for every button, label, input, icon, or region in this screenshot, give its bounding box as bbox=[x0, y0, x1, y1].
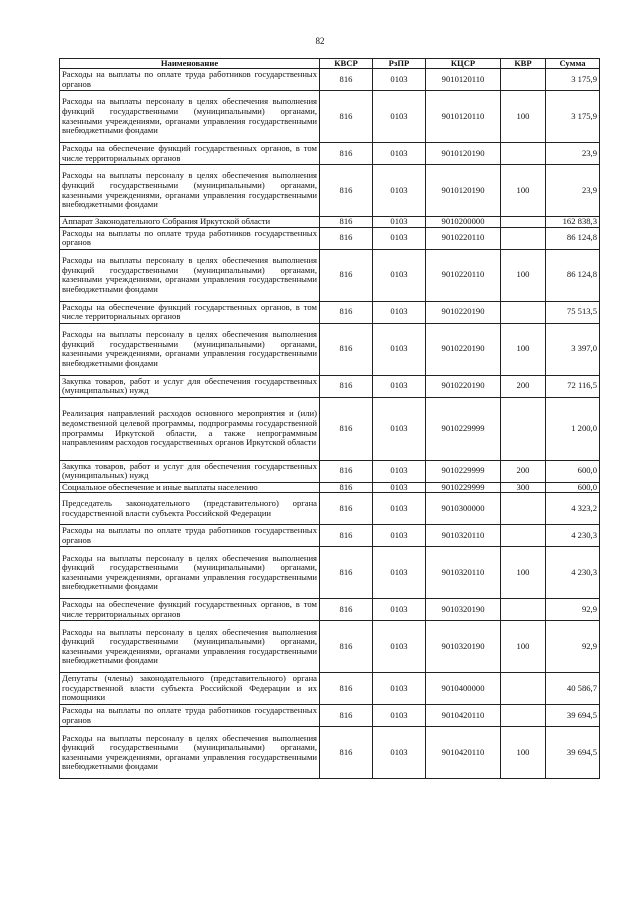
table-row bbox=[60, 493, 600, 525]
row-kvsr: 816 bbox=[320, 493, 373, 525]
row-kcsr: 9010400000 bbox=[426, 673, 501, 705]
row-kvr: 100 bbox=[501, 547, 546, 599]
row-sum: 39 694,5 bbox=[546, 705, 600, 727]
row-kvsr: 816 bbox=[320, 375, 373, 397]
row-kcsr: 9010220190 bbox=[426, 375, 501, 397]
row-kvr bbox=[501, 227, 546, 249]
row-name: Расходы на выплаты персоналу в целях обеспечения выполнения функций государственными (муниципальными) органами, казенными учреждениями, органами управления государственными внебюджетными фондами bbox=[60, 621, 320, 673]
row-name: Председатель законодательного (представительного) органа государственной власти субъекта Российской Федерации bbox=[60, 493, 320, 525]
page-number: 82 bbox=[315, 36, 325, 46]
row-kvsr: 816 bbox=[320, 217, 373, 228]
row-sum: 86 124,8 bbox=[546, 249, 600, 301]
row-kcsr: 9010220190 bbox=[426, 301, 501, 323]
row-kvsr: 816 bbox=[320, 323, 373, 375]
row-sum: 3 175,9 bbox=[546, 91, 600, 143]
row-kvsr: 816 bbox=[320, 227, 373, 249]
row-kvr bbox=[501, 143, 546, 165]
table-row bbox=[60, 482, 600, 493]
row-rzpr: 0103 bbox=[373, 705, 426, 727]
row-name: Депутаты (члены) законодательного (представительного) органа государственной власти субъекта Российской Федерации и их помощники bbox=[60, 673, 320, 705]
row-sum: 3 397,0 bbox=[546, 323, 600, 375]
row-name: Расходы на выплаты персоналу в целях обеспечения выполнения функций государственными (муниципальными) органами, казенными учреждениями, органами управления государственными внебюджетными фондами bbox=[60, 249, 320, 301]
table-row bbox=[60, 547, 600, 599]
row-kvsr: 816 bbox=[320, 143, 373, 165]
row-kvsr: 816 bbox=[320, 91, 373, 143]
row-kcsr: 9010220190 bbox=[426, 323, 501, 375]
table-row bbox=[60, 397, 600, 460]
table-row bbox=[60, 91, 600, 143]
row-kvsr: 816 bbox=[320, 301, 373, 323]
row-kvr bbox=[501, 69, 546, 91]
row-kcsr: 9010320110 bbox=[426, 547, 501, 599]
header-kcsr: КЦСР bbox=[426, 59, 501, 69]
row-sum: 92,9 bbox=[546, 621, 600, 673]
row-kvsr: 816 bbox=[320, 525, 373, 547]
row-name: Расходы на выплаты персоналу в целях обеспечения выполнения функций государственными (муниципальными) органами, казенными учреждениями, органами управления государственными внебюджетными фондами bbox=[60, 727, 320, 779]
header-rzpr: РзПР bbox=[373, 59, 426, 69]
row-rzpr: 0103 bbox=[373, 375, 426, 397]
row-kvsr: 816 bbox=[320, 621, 373, 673]
row-rzpr: 0103 bbox=[373, 493, 426, 525]
row-kvr bbox=[501, 217, 546, 228]
header-kvsr: КВСР bbox=[320, 59, 373, 69]
row-name: Расходы на обеспечение функций государственных органов, в том числе территориальных органов bbox=[60, 301, 320, 323]
row-name: Расходы на обеспечение функций государственных органов, в том числе территориальных органов bbox=[60, 143, 320, 165]
row-rzpr: 0103 bbox=[373, 91, 426, 143]
row-kvr bbox=[501, 705, 546, 727]
row-kvr bbox=[501, 599, 546, 621]
row-rzpr: 0103 bbox=[373, 727, 426, 779]
table-row bbox=[60, 323, 600, 375]
row-kvsr: 816 bbox=[320, 460, 373, 482]
row-sum: 4 230,3 bbox=[546, 525, 600, 547]
row-kvsr: 816 bbox=[320, 547, 373, 599]
row-sum: 72 116,5 bbox=[546, 375, 600, 397]
table-row bbox=[60, 673, 600, 705]
row-kvr: 100 bbox=[501, 249, 546, 301]
row-rzpr: 0103 bbox=[373, 249, 426, 301]
row-name: Реализация направлений расходов основного мероприятия и (или) ведомственной целевой программы, подпрограммы государственной программы Иркутской области, а также непрограммным направлениям расходов государственных органов Иркутской области bbox=[60, 397, 320, 460]
table-header-row bbox=[60, 59, 600, 69]
row-rzpr: 0103 bbox=[373, 547, 426, 599]
row-kvsr: 816 bbox=[320, 69, 373, 91]
table-row bbox=[60, 375, 600, 397]
row-kvsr: 816 bbox=[320, 727, 373, 779]
header-name: Наименование bbox=[60, 59, 320, 69]
row-kcsr: 9010320110 bbox=[426, 525, 501, 547]
row-rzpr: 0103 bbox=[373, 227, 426, 249]
row-kcsr: 9010320190 bbox=[426, 621, 501, 673]
row-rzpr: 0103 bbox=[373, 69, 426, 91]
row-name: Расходы на выплаты персоналу в целях обеспечения выполнения функций государственными (муниципальными) органами, казенными учреждениями, органами управления государственными внебюджетными фондами bbox=[60, 91, 320, 143]
row-kvsr: 816 bbox=[320, 397, 373, 460]
header-sum: Сумма bbox=[546, 59, 600, 69]
table-row bbox=[60, 727, 600, 779]
table-row bbox=[60, 301, 600, 323]
row-kvsr: 816 bbox=[320, 673, 373, 705]
row-kvr: 300 bbox=[501, 482, 546, 493]
table-row bbox=[60, 143, 600, 165]
row-sum: 4 230,3 bbox=[546, 547, 600, 599]
row-sum: 40 586,7 bbox=[546, 673, 600, 705]
header-kvr: КВР bbox=[501, 59, 546, 69]
row-kvsr: 816 bbox=[320, 705, 373, 727]
row-rzpr: 0103 bbox=[373, 673, 426, 705]
row-name: Расходы на выплаты по оплате труда работников государственных органов bbox=[60, 705, 320, 727]
row-kvr bbox=[501, 525, 546, 547]
table-body bbox=[60, 69, 600, 779]
row-name: Расходы на выплаты по оплате труда работников государственных органов bbox=[60, 227, 320, 249]
row-kvr: 100 bbox=[501, 91, 546, 143]
row-sum: 23,9 bbox=[546, 165, 600, 217]
row-kcsr: 9010120110 bbox=[426, 69, 501, 91]
row-name: Расходы на выплаты по оплате труда работников государственных органов bbox=[60, 525, 320, 547]
row-kvr: 100 bbox=[501, 727, 546, 779]
row-sum: 39 694,5 bbox=[546, 727, 600, 779]
row-name: Закупка товаров, работ и услуг для обеспечения государственных (муниципальных) нужд bbox=[60, 460, 320, 482]
row-kcsr: 9010120190 bbox=[426, 165, 501, 217]
row-kcsr: 9010229999 bbox=[426, 482, 501, 493]
row-rzpr: 0103 bbox=[373, 323, 426, 375]
row-kvr bbox=[501, 397, 546, 460]
row-kvr: 100 bbox=[501, 621, 546, 673]
row-sum: 75 513,5 bbox=[546, 301, 600, 323]
row-kcsr: 9010320190 bbox=[426, 599, 501, 621]
row-name: Расходы на выплаты персоналу в целях обеспечения выполнения функций государственными (муниципальными) органами, казенными учреждениями, органами управления государственными внебюджетными фондами bbox=[60, 547, 320, 599]
row-kcsr: 9010220110 bbox=[426, 227, 501, 249]
table-row bbox=[60, 227, 600, 249]
table-row bbox=[60, 249, 600, 301]
row-kcsr: 9010420110 bbox=[426, 727, 501, 779]
row-rzpr: 0103 bbox=[373, 217, 426, 228]
row-sum: 3 175,9 bbox=[546, 69, 600, 91]
row-rzpr: 0103 bbox=[373, 599, 426, 621]
table-row bbox=[60, 621, 600, 673]
row-kcsr: 9010200000 bbox=[426, 217, 501, 228]
table-row bbox=[60, 460, 600, 482]
row-kvsr: 816 bbox=[320, 599, 373, 621]
row-rzpr: 0103 bbox=[373, 460, 426, 482]
row-kvsr: 816 bbox=[320, 482, 373, 493]
row-name: Аппарат Законодательного Собрания Иркутской области bbox=[60, 217, 320, 228]
row-sum: 4 323,2 bbox=[546, 493, 600, 525]
row-kvr bbox=[501, 301, 546, 323]
budget-table bbox=[59, 58, 600, 779]
row-rzpr: 0103 bbox=[373, 143, 426, 165]
row-kvsr: 816 bbox=[320, 249, 373, 301]
row-sum: 162 838,3 bbox=[546, 217, 600, 228]
table-row bbox=[60, 217, 600, 228]
row-name: Расходы на выплаты по оплате труда работников государственных органов bbox=[60, 69, 320, 91]
row-kcsr: 9010120110 bbox=[426, 91, 501, 143]
row-kcsr: 9010220110 bbox=[426, 249, 501, 301]
row-sum: 600,0 bbox=[546, 482, 600, 493]
row-kvr: 100 bbox=[501, 165, 546, 217]
row-kvr bbox=[501, 493, 546, 525]
row-sum: 92,9 bbox=[546, 599, 600, 621]
row-kvr bbox=[501, 673, 546, 705]
row-sum: 23,9 bbox=[546, 143, 600, 165]
row-rzpr: 0103 bbox=[373, 482, 426, 493]
row-sum: 86 124,8 bbox=[546, 227, 600, 249]
table-row bbox=[60, 69, 600, 91]
table-row bbox=[60, 525, 600, 547]
row-rzpr: 0103 bbox=[373, 301, 426, 323]
table-row bbox=[60, 599, 600, 621]
row-rzpr: 0103 bbox=[373, 397, 426, 460]
row-name: Расходы на выплаты персоналу в целях обеспечения выполнения функций государственными (муниципальными) органами, казенными учреждениями, органами управления государственными внебюджетными фондами bbox=[60, 323, 320, 375]
row-kcsr: 9010300000 bbox=[426, 493, 501, 525]
row-name: Закупка товаров, работ и услуг для обеспечения государственных (муниципальных) нужд bbox=[60, 375, 320, 397]
row-rzpr: 0103 bbox=[373, 165, 426, 217]
row-kcsr: 9010420110 bbox=[426, 705, 501, 727]
row-rzpr: 0103 bbox=[373, 621, 426, 673]
table-row bbox=[60, 165, 600, 217]
row-kcsr: 9010120190 bbox=[426, 143, 501, 165]
row-kvr: 200 bbox=[501, 375, 546, 397]
row-kvr: 100 bbox=[501, 323, 546, 375]
row-sum: 1 200,0 bbox=[546, 397, 600, 460]
row-kvr: 200 bbox=[501, 460, 546, 482]
row-kcsr: 9010229999 bbox=[426, 397, 501, 460]
row-sum: 600,0 bbox=[546, 460, 600, 482]
row-kvsr: 816 bbox=[320, 165, 373, 217]
row-name: Расходы на выплаты персоналу в целях обеспечения выполнения функций государственными (муниципальными) органами, казенными учреждениями, органами управления государственными внебюджетными фондами bbox=[60, 165, 320, 217]
row-kcsr: 9010229999 bbox=[426, 460, 501, 482]
row-rzpr: 0103 bbox=[373, 525, 426, 547]
table-row bbox=[60, 705, 600, 727]
row-name: Расходы на обеспечение функций государственных органов, в том числе территориальных органов bbox=[60, 599, 320, 621]
row-name: Социальное обеспечение и иные выплаты населению bbox=[60, 482, 320, 493]
